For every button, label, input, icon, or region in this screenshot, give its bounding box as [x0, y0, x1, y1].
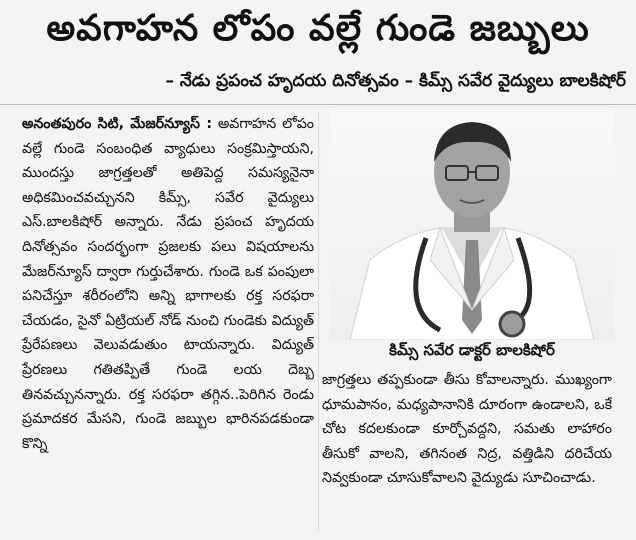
article-body-left — [22, 112, 314, 532]
dateline: అనంతపురం సిటి, మేజర్‌న్యూస్ : — [22, 116, 213, 132]
headline: అవగాహన లోపం వల్లే గుండె జబ్బులు — [46, 8, 590, 49]
divider-rule — [0, 104, 636, 105]
photo-caption: కిమ్స్ సవేర డాక్టర్ బాలకిషోర్ — [389, 341, 555, 359]
article-body-right: జాగ్రత్తలు తప్పకుండా తీసు కోవాలన్నారు. ముఖ్యంగా ధూమపానం, మధ్యపానానికి దూరంగా ఉండాలని, ఒకే చోట కదలకుండా కూర్చోవద్దని, సమతు లాహారం తీసుకో వాలని, తగినంత నిద్ర, వత్తిడిని దరిచేయ నివ్వకుండా చూసుకోవాలని వైద్యుడు సూచించాడు. — [322, 372, 612, 487]
doctor-photo — [330, 110, 614, 340]
subheadline: – నేడు ప్రపంచ హృదయ దినోత్సవం – కిమ్స్ సవేర వైద్యులు బాలకిషోర్ — [165, 71, 626, 91]
doctor-portrait-icon — [330, 110, 614, 340]
body-text-left: అవగాహన లోపం వల్లే గుండె సంబంధిత వ్యాధులు సంక్రమిస్తాయని, ముందస్తు జాగ్రత్తలతో అతిపెద్ద సమస్యనైనా అధికమించవచ్చునని కిమ్స్, సవేర వైద్యులు ఎస్.బాలకిషోర్ అన్నారు. నేడు ప్రపంచ హృదయ దినోత్సవం సందర్భంగా ప్రజలకు పలు విషయాలను మేజర్‌న్యూస్ ద్వారా గుర్తుచేశారు. గుండె ఒక పంపులా పనిచేస్తూ శరీరంలోని అన్ని భాగాలకు రక్త సరఫరా చేయడం, సైనో ఏట్రియల్ నోడ్ నుంచి గుండెకు విద్యుత్ ప్రేరేపణలు వెలువడుతుం టాయన్నారు. విద్యుత్ ప్రేరణలు గతితప్పితే గుండె లయ దెబ్బ తినవచ్చునన్నారు. రక్త సరఫరా తగ్గిన..పెరిగిన రెండు ప్రమాదకర మేసని, గుండె జబ్బుల భారినపడకుండా కొన్ని — [22, 116, 314, 452]
column-divider — [318, 112, 319, 532]
